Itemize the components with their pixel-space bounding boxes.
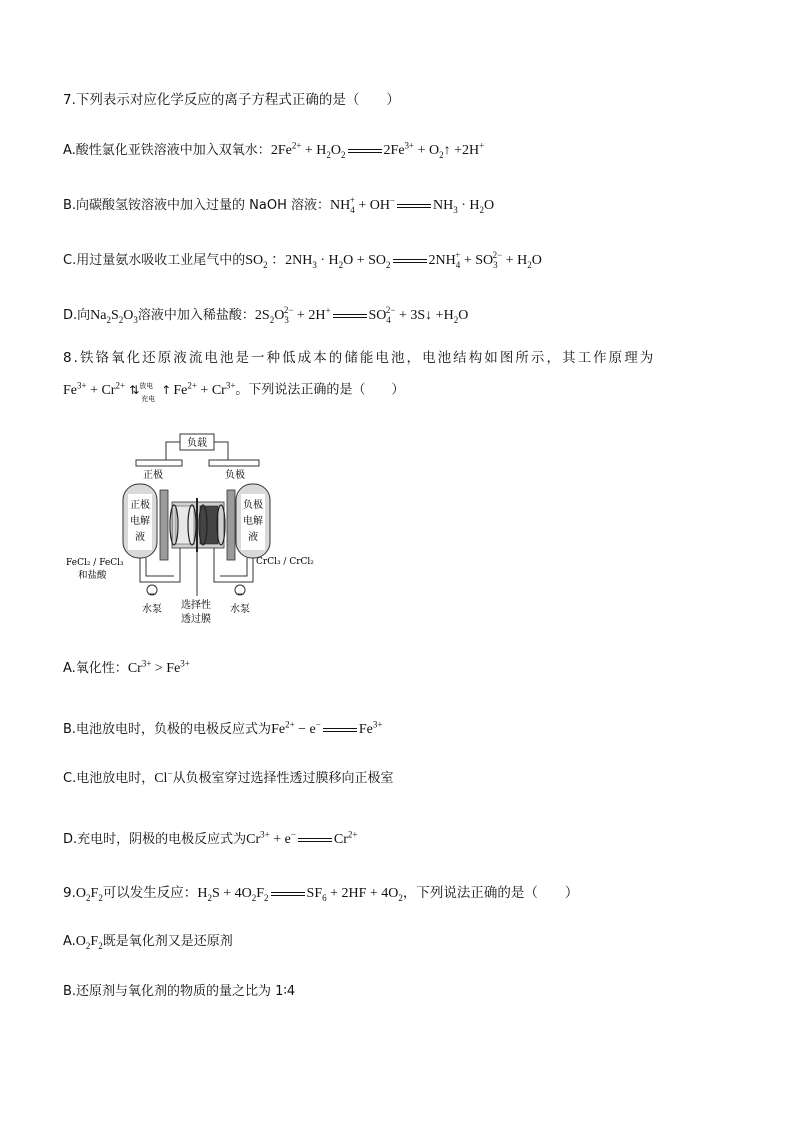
q7-option-d: D.向$Na_2S_2O_3$溶液中加入稀盐酸：$2S_2O_3^{2-} + 2H^+$ $SO_4^{2-}$ + 3S↓ $+H_2O$ bbox=[63, 305, 469, 325]
q9-option-b: B.还原剂与氧化剂的物质的量之比为 1∶4 bbox=[63, 984, 296, 999]
left-tank-line3: 液 bbox=[135, 532, 145, 543]
q7-option-a: A.酸性氯化亚铁溶液中加入双氧水：$2Fe^{2+} + H_2O_2$ $2Fe^{3+}$ + $O_2↑ +2H^+$ bbox=[63, 140, 485, 160]
left-tank-line2: 电解 bbox=[130, 516, 150, 527]
q7-a-text: A.酸性氯化亚铁溶液中加入双氧水： bbox=[63, 143, 271, 158]
q9-stem: $9.O_2F_2$可以发生反应：$H_2S + 4O_2F_2$ $SF_6 + 2HF + 4O_2$，下列说法正确的是（ ） bbox=[63, 885, 579, 903]
positive-label: 正极 bbox=[143, 470, 163, 481]
q8-option-d: D.充电时，阴极的电极反应式为$Cr^{3+} + e^-$ $Cr^{2+}$ bbox=[63, 829, 358, 847]
q7-stem: 7.下列表示对应化学反应的离子方程式正确的是（ ） bbox=[63, 92, 400, 108]
q8-d-text: D.充电时，阴极的电极反应式为 bbox=[63, 832, 247, 847]
right-tank-line2: 电解 bbox=[243, 516, 263, 527]
q8-c-prefix: C.电池放电时， bbox=[63, 771, 155, 786]
membrane-label1: 选择性 bbox=[181, 600, 211, 611]
q7-d-text: D.向 bbox=[63, 308, 91, 323]
q8-stem: 8.铁铬氧化还原液流电池是一种低成本的储能电池，电池结构如图所示，其工作原理为 bbox=[63, 350, 656, 366]
q9-option-a: $A.O_2F_2$既是氧化剂又是还原剂 bbox=[63, 934, 233, 951]
q8-equation: $Fe^{3+} + Cr^{2+}$ ⇅ 放电 充电 ↑ $Fe^{2+} + Cr^{3+}$。下列说法正确的是（ ） bbox=[63, 379, 405, 403]
q7-option-b: B.向碳酸氢铵溶液中加入过量的 NaOH 溶液：$NH_4^+ + OH^-$ $NH_3 \cdot H_2O$ bbox=[63, 195, 495, 215]
q8-c-text: 从负极室穿过选择性透过膜移向正极室 bbox=[172, 771, 394, 786]
membrane-label2: 透过膜 bbox=[181, 614, 211, 625]
q7-b-text: B.向碳酸氢铵溶液中加入过量的 NaOH 溶液： bbox=[63, 198, 331, 213]
left-solution-label2: 和盐酸 bbox=[78, 570, 107, 581]
right-tank-line3: 液 bbox=[248, 532, 258, 543]
pump-right-label: 水泵 bbox=[230, 604, 250, 615]
battery-diagram bbox=[64, 432, 324, 628]
pump-left-label: 水泵 bbox=[142, 604, 162, 615]
q8-b-text: B.电池放电时，负极的电极反应式为 bbox=[63, 722, 272, 737]
q7-c-text: C.用过量氨水吸收工业尾气中的 bbox=[63, 253, 246, 268]
right-solution-label: CrCl₃ / CrCl₂ bbox=[256, 557, 314, 567]
left-solution-label: FeCl₂ / FeCl₃ bbox=[66, 558, 124, 568]
q7-option-c: C.用过量氨水吸收工业尾气中的$SO_2$ ：$2NH_3 \cdot H_2O + SO_2$ $2NH_4^+ + SO_3^{2-} + H_2O$ bbox=[63, 250, 542, 270]
q8-option-b: B.电池放电时，负极的电极反应式为$Fe^{2+} - e^-$ $Fe^{3+}$ bbox=[63, 719, 383, 737]
reversible-arrow-icon: ⇅ 放电 充电 ↑ bbox=[129, 382, 172, 403]
q8-option-c: C.电池放电时，Cl−从负极室穿过选择性透过膜移向正极室 bbox=[63, 768, 394, 786]
left-tank-line1: 正极 bbox=[130, 500, 150, 511]
load-label: 负载 bbox=[187, 438, 207, 449]
q8-a-text: A.氧化性： bbox=[63, 661, 128, 676]
negative-label: 负极 bbox=[225, 470, 245, 481]
q8-option-a: A.氧化性：$Cr^{3+} > Fe^{3+}$ bbox=[63, 658, 190, 676]
right-tank-line1: 负极 bbox=[243, 500, 263, 511]
